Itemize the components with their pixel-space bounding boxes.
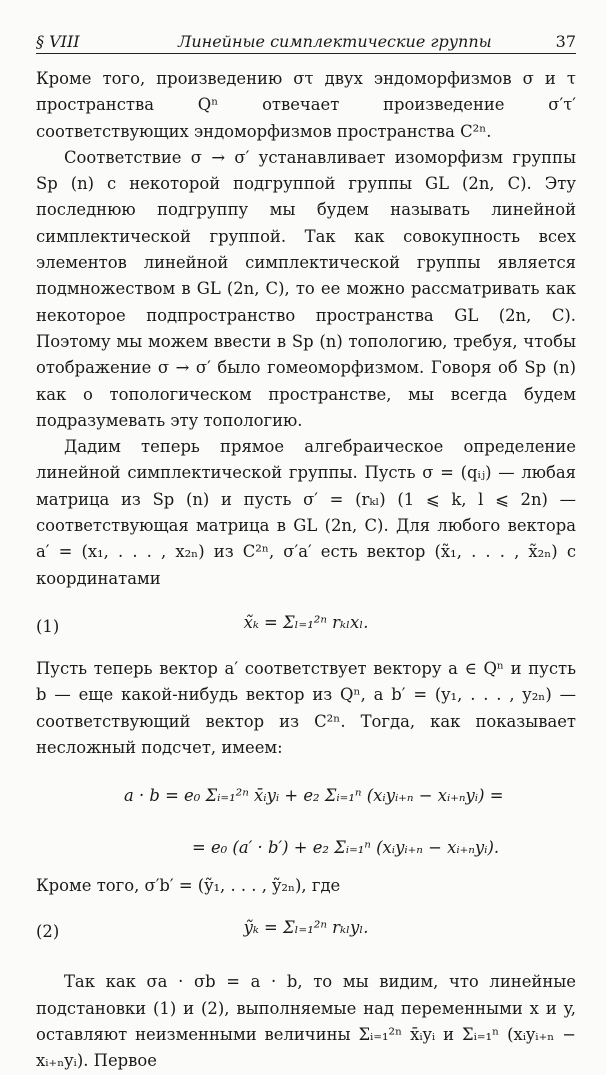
dot-product-line-2: = e₀ (a′ · b′) + e₂ Σᵢ₌₁ⁿ (xᵢyᵢ₊ₙ − xᵢ₊ₙyᵢ).	[192, 838, 500, 858]
paragraph-5: Кроме того, σ′b′ = (ỹ₁, . . . , ỹ₂ₙ), где	[36, 876, 341, 896]
page-body	[36, 66, 576, 1075]
dot-product-line-1: a · b = e₀ Σᵢ₌₁²ⁿ x̄ᵢyᵢ + e₂ Σᵢ₌₁ⁿ (xᵢyᵢ₊ₙ − xᵢ₊ₙyᵢ) =	[124, 786, 504, 806]
equation-2-formula: ỹₖ = Σₗ₌₁²ⁿ rₖₗyₗ.	[243, 918, 369, 938]
equation-1	[36, 592, 576, 656]
equation-2-label: (2)	[36, 922, 60, 942]
equation-1-formula: x̃ₖ = Σₗ₌₁²ⁿ rₖₗxₗ.	[243, 612, 369, 632]
dot-product-formula	[36, 761, 576, 873]
paragraph-1: Кроме того, произведению στ двух эндоморфизмов σ и τ пространства Qⁿ отвечает произведение σ′τ′ соответствующих эндоморфизмов пространства C²ⁿ.	[36, 69, 576, 141]
equation-2	[36, 899, 576, 961]
paragraph-6: Так как σa · σb = a · b, то мы видим, что линейные подстановки (1) и (2), выполняемые над переменными x и y, оставляют неизменными величины Σᵢ₌₁²ⁿ x̄ᵢyᵢ и Σᵢ₌₁ⁿ (xᵢyᵢ₊ₙ − xᵢ₊ₙyᵢ). Первое	[36, 972, 576, 1071]
header-rule	[36, 53, 576, 54]
running-header	[36, 28, 576, 54]
paragraph-4: Пусть теперь вектор a′ соответствует вектору a ∈ Qⁿ и пусть b — еще какой-нибудь вектор из Qⁿ, а b′ = (y₁, . . . , y₂ₙ) — соответствующий вектор из C²ⁿ. Тогда, как показывает несложный подсчет, имеем:	[36, 658, 576, 757]
paragraph-2: Соответствие σ → σ′ устанавливает изоморфизм группы Sp (n) с некоторой подгруппой группы GL (2n, C). Эту последнюю подгруппу мы будем называть линейной симплектической группой. Так как совокупность всех элементов линейной симплектической группы является подмножеством в GL (2n, C), то ее можно рассматривать как некоторое подпространство пространства GL (2n, C). Поэтому мы можем ввести в Sp (n) топологию, требуя, чтобы отображение σ → σ′ было гомеоморфизмом. Говоря об Sp (n) как о топологическом пространстве, мы всегда будем подразумевать эту топологию.	[36, 147, 576, 430]
page-number: 37	[555, 32, 576, 51]
equation-1-label: (1)	[36, 616, 60, 636]
section-label: § VIII	[36, 32, 80, 51]
chapter-title: Линейные симплектические группы	[178, 32, 492, 51]
paragraph-3: Дадим теперь прямое алгебраическое определение линейной симплектической группы. Пусть σ = (qᵢⱼ) — любая матрица из Sp (n) и пусть σ′ = (rₖₗ) (1 ⩽ k, l ⩽ 2n) — соответствующая матрица в GL (2n, C). Для любого вектора a′ = (x₁, . . . , x₂ₙ) из C²ⁿ, σ′a′ есть вектор (x̃₁, . . . , x̃₂ₙ) с координатами	[36, 437, 576, 588]
